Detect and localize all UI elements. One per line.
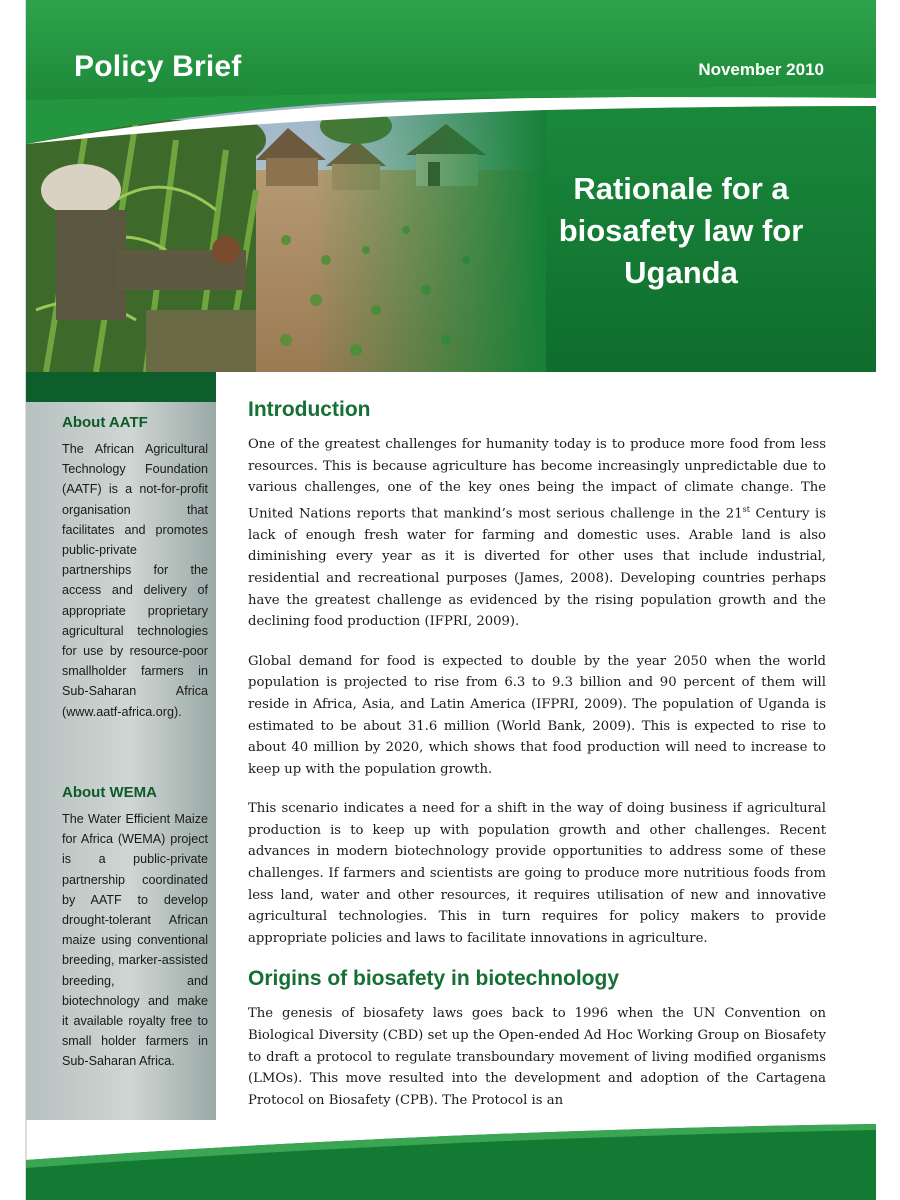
intro-paragraph-1 [248, 434, 826, 633]
footer-band [26, 1120, 876, 1200]
intro-paragraph-2: Global demand for food is expected to double by the year 2050 when the world population is projected to rise from 6.3 to 9.3 billion and 90 percent of them will reside in Africa, Asia, and Latin America (IFPRI, 2009). The population of Uganda is estimated to be about 31.6 million (World Bank, 2009). This is expected to rise to about 40 million by 2020, which shows that food production will need to increase to keep up with the population growth. [248, 653, 826, 777]
about-aatf-text: The African Agricultural Technology Foundation (AATF) is a not-for-profit organisation that facilitates and promotes public-private partnerships for the access and delivery of appropriate proprietary agricultural technologies for use by resource-poor smallholder farmers in Sub-Saharan Africa (www.aatf-africa.org). [62, 442, 208, 719]
main-content [248, 398, 826, 1129]
intro-paragraph-3: This scenario indicates a need for a shift in the way of doing business if agricultural production is to keep up with population growth and other challenges. Recent advances in modern biotechnology provide opportunities to address some of these challenges. If farmers and scientists are going to produce more nutritious foods from less land, water and other resources, it requires utilisation of new and innovative agricultural technologies. This in turn requires for policy makers to provide appropriate policies and laws to facilitate innovations in agriculture. [248, 801, 826, 946]
about-aatf-section [62, 414, 208, 722]
policy-brief-label: Policy Brief [74, 50, 242, 83]
header [26, 0, 876, 372]
scan-margin [0, 0, 26, 1200]
publication-date: November 2010 [698, 60, 824, 79]
document-title-line-1: Rationale for a [573, 171, 789, 206]
intro-paragraph-1-part-b: Century is lack of enough fresh water for farming and domestic uses. Arable land is also diminishing every year as it is diverted for other uses that include industrial, residential and recreational purposes (James, 2008). Developing countries perhaps have the greatest challenge as evidenced by the rising population growth and the declining food production (IFPRI, 2009). [248, 506, 826, 630]
about-wema-text: The Water Efficient Maize for Africa (WEMA) project is a public-private partnership coordinated by AATF to develop drought-tolerant African maize using conventional breeding, marker-assisted breeding, and biotechnology and make it available royalty free to small holder farmers in Sub-Saharan Africa. [62, 812, 208, 1069]
about-wema-heading: About WEMA [62, 784, 157, 801]
about-wema-section [62, 784, 208, 1072]
document-title-line-3: Uganda [624, 255, 738, 290]
ordinal-suffix: st [742, 504, 750, 514]
introduction-heading: Introduction [248, 398, 371, 421]
sidebar-top-band [26, 372, 216, 402]
header-white-swoosh [26, 84, 876, 144]
intro-paragraph-1-part-a: One of the greatest challenges for humanity today is to produce more food from less resources. This is because agriculture has become increasingly unpredictable due to various challenges, one of the key ones being the impact of climate change. The United Nations reports that mankind’s most serious challenge in the 21 [248, 437, 826, 522]
document-title [496, 168, 866, 294]
about-aatf-heading: About AATF [62, 414, 148, 431]
document-title-line-2: biosafety law for [558, 213, 804, 248]
origins-heading: Origins of biosafety in biotechnology [248, 967, 620, 991]
sidebar [26, 372, 216, 1120]
footer-green-swoosh [26, 1120, 876, 1200]
origins-paragraph-1: The genesis of biosafety laws goes back to 1996 when the UN Convention on Biological Diversity (CBD) set up the Open-ended Ad Hoc Working Group on Biosafety to draft a protocol to regulate transboundary movement of living modified organisms (LMOs). This move resulted into the development and adoption of the Cartagena Protocol on Biosafety (CPB). The Protocol is an [248, 1006, 826, 1108]
